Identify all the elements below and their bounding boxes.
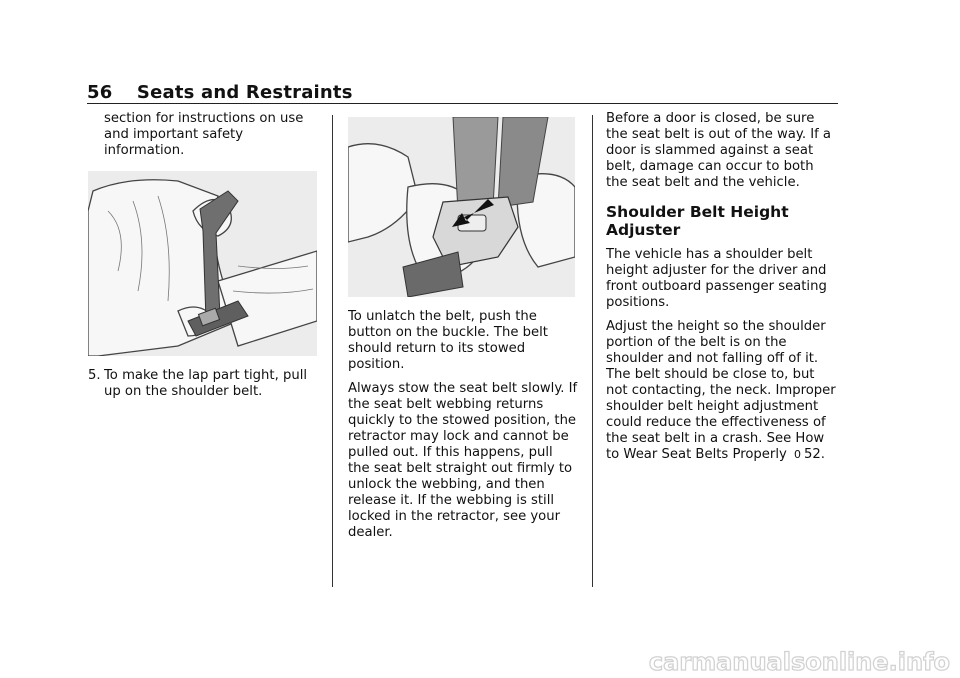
shoulder-belt-heading: Shoulder Belt Height Adjuster [606,203,789,239]
page-number: 56 [87,82,113,103]
stow-paragraph: Always stow the seat belt slowly. If the seat belt webbing returns quickly to the stowed position, the retractor may lock and cannot be pulled out. If this happens, pull the seat belt straight out firmly to unlock the webbing, and then release it. If the webbing is still locked in the retractor, see your dealer. [348,381,578,540]
watermark-text: carmanualsonline.info [648,648,950,676]
adjuster-paragraph: The vehicle has a shoulder belt height adjuster for the driver and front outboard passenger seating positions. [606,247,827,310]
continued-text: section for instructions on use and important safety information. [104,111,304,158]
page-reference-icon: 0 [794,448,801,461]
section-title: Seats and Restraints [136,82,353,103]
reference-page-link[interactable]: 52. [804,447,825,462]
door-paragraph: Before a door is closed, be sure the seat belt is out of the way. If a door is slammed against a seat belt, damage can occur to both the seat belt and the vehicle. [606,111,832,190]
step-number: 5. [88,368,101,383]
step-text: To make the lap part tight, pull up on the shoulder belt. [104,368,308,399]
adjust-height-text: Adjust the height so the shoulder portion of the belt is on the shoulder and not falling off of it. The belt should be close to, but not contacting, the neck. Improper shoulder belt height adjustment could reduce the effectiveness of the seat belt in a crash. See How to Wear Seat Belts Properly [606,319,836,462]
unlatch-paragraph: To unlatch the belt, push the button on the buckle. The belt should return to its stowed position. [348,309,548,372]
